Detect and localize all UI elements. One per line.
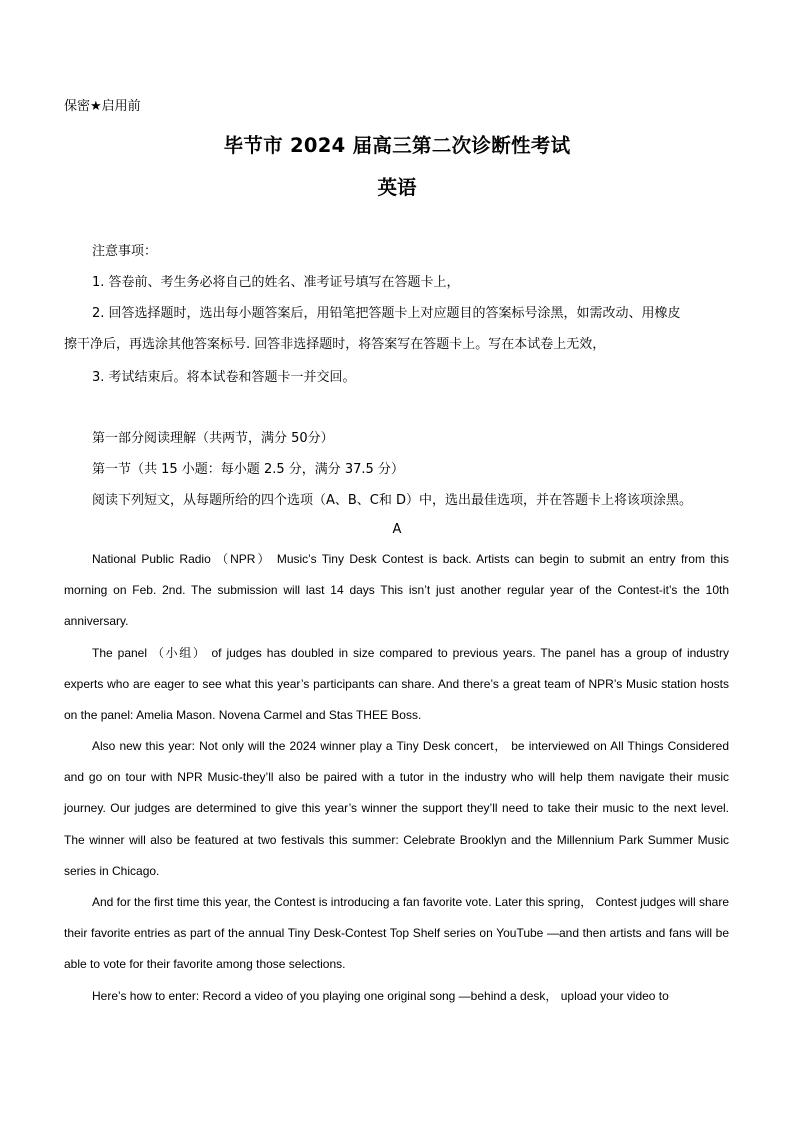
passage-paragraph-2: The panel （小组） of judges has doubled in size compared to previous years. The panel has a group of industry experts who are eager to see what this year’s participants can share. And there’s a great team of NPR’s Music station hosts on the panel: Amelia Mason. Novena Carmel and Stas THEE Boss.	[64, 646, 729, 723]
passage-label: A	[392, 522, 402, 537]
notes-item-2-line-2: 擦干净后，再选涂其他答案标号. 回答非选择题时，将答案写在答题卡上。写在本试卷上无效，	[64, 337, 606, 352]
section-instruction: 阅读下列短文，从每题所给的四个选项（A、B、C和 D）中，选出最佳选项，并在答题卡上将该项涂黑。	[92, 493, 693, 508]
section-part-heading: 第一部分阅读理解（共两节，满分 50分）	[92, 431, 334, 446]
notes-heading: 注意事项：	[92, 244, 158, 259]
passage-paragraph-1: National Public Radio （NPR） Music’s Tiny Desk Contest is back. Artists can begin to submit an entry from this morning on Feb. 2nd. The submission will last 14 days This isn’t just another regular year of the Contest-it’s the 10th anniversary.	[64, 552, 729, 629]
confidential-mark: 保密★启用前	[64, 99, 141, 114]
subject-title: 英语	[377, 176, 417, 199]
section-sub-heading: 第一节（共 15 小题：每小题 2.5 分，满分 37.5 分）	[92, 462, 404, 477]
notes-item-1: 1. 答卷前、考生务必将自己的姓名、准考证号填写在答题卡上，	[92, 275, 460, 290]
passage-paragraph-4: And for the first time this year, the Contest is introducing a fan favorite vote. Later this spring， Contest judges will share their favorite entries as part of the annual Tiny Desk-Contest Top Shelf series on YouTube —and then artists and fans will be able to vote for their favorite among those selections.	[64, 895, 729, 972]
passage-paragraph-3: Also new this year: Not only will the 2024 winner play a Tiny Desk concert， be interviewed on All Things Considered and go on tour with NPR Music-they’ll also be paired with a tutor in the industry who will help them navigate their music journey. Our judges are determined to give this year’s winner the support they’ll need to take their music to the next level. The winner will also be featured at two festivals this summer: Celebrate Brooklyn and the Millennium Park Summer Music series in Chicago.	[64, 739, 729, 878]
notes-item-2-line-1: 2. 回答选择题时，选出每小题答案后，用铅笔把答题卡上对应题目的答案标号涂黑，如需改动、用橡皮	[92, 306, 681, 321]
passage-paragraph-5: Here’s how to enter: Record a video of you playing one original song —behind a desk， upload your video to	[92, 989, 669, 1003]
notes-item-3: 3. 考试结束后。将本试卷和答题卡一并交回。	[92, 370, 356, 385]
exam-title: 毕节市 2024 届高三第二次诊断性考试	[223, 134, 571, 157]
